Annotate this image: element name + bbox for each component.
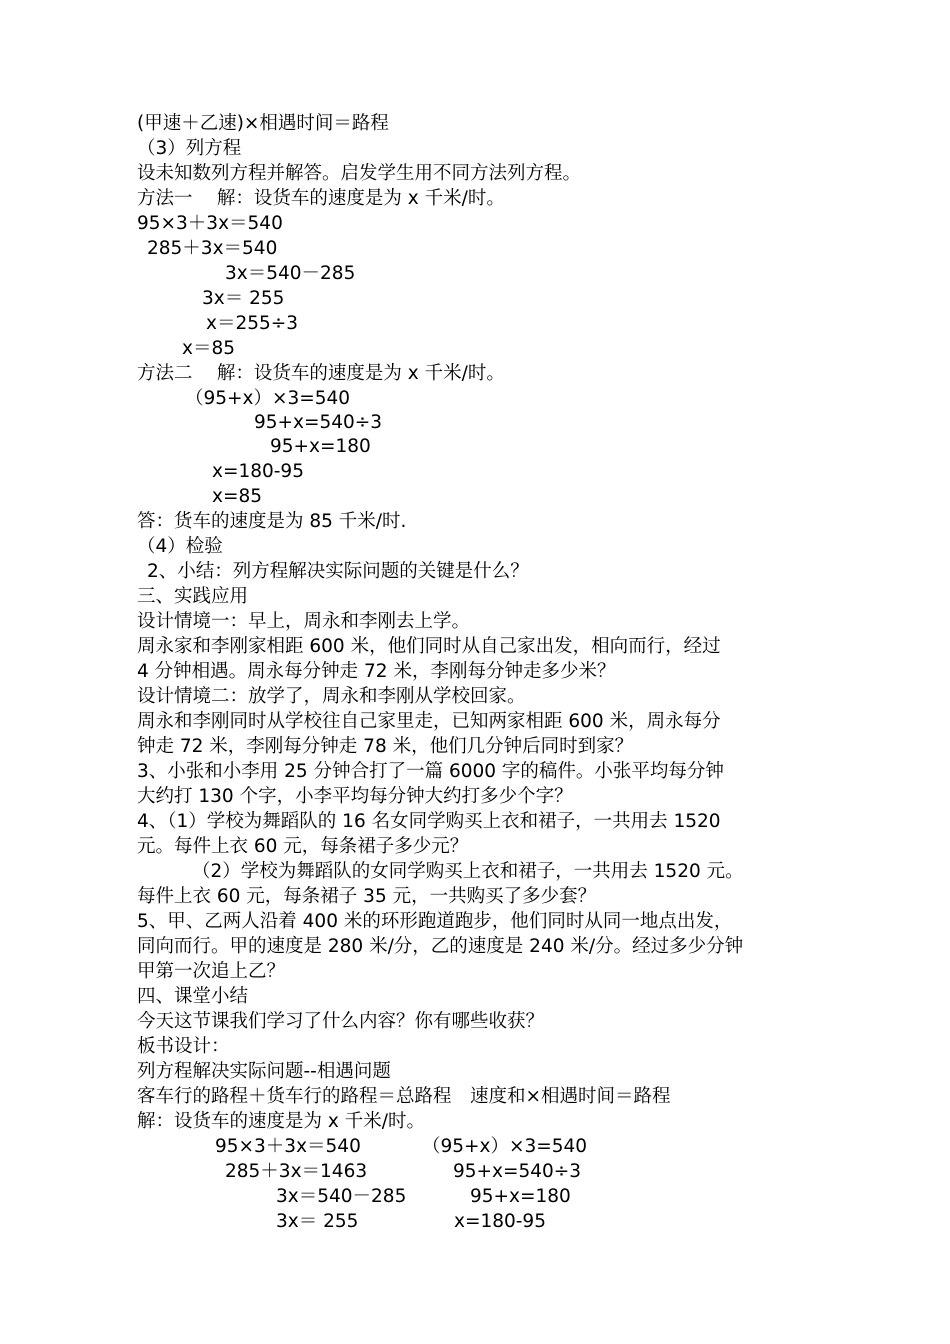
text-line: 周永家和李刚家相距 600 米，他们同时从自己家出发，相向而行，经过 bbox=[137, 636, 721, 657]
equation-line: 3x＝540－285 bbox=[225, 263, 356, 284]
equation-line: （95+x）×3=540 bbox=[422, 1136, 588, 1157]
equation-line: 95+x=540÷3 bbox=[254, 412, 383, 433]
text-line: 客车行的路程＋货车行的路程＝总路程 速度和×相遇时间＝路程 bbox=[137, 1086, 671, 1107]
section-heading: 四、课堂小结 bbox=[137, 986, 249, 1007]
equation-line: 95×3＋3x＝540 bbox=[137, 213, 283, 234]
equation-line: 95+x=180 bbox=[270, 436, 371, 457]
method-heading: 方法二 解：设货车的速度是为 x 千米/时。 bbox=[137, 363, 505, 384]
text-line: 钟走 72 米，李刚每分钟走 78 米，他们几分钟后同时到家？ bbox=[137, 736, 634, 757]
text-line: 板书设计： bbox=[137, 1036, 230, 1057]
text-line: 5、甲、乙两人沿着 400 米的环形跑道跑步，他们同时从同一地点出发， bbox=[137, 911, 733, 932]
text-line: 甲第一次追上乙？ bbox=[137, 961, 286, 982]
equation-line: （95+x）×3=540 bbox=[185, 388, 351, 409]
text-line: 解：设货车的速度是为 x 千米/时。 bbox=[137, 1111, 425, 1132]
equation-line: 285＋3x＝540 bbox=[147, 238, 278, 259]
text-line: 大约打 130 个字，小李平均每分钟大约打多少个字？ bbox=[137, 786, 573, 807]
text-line: （2）学校为舞蹈队的女同学购买上衣和裙子，一共用去 1520 元。 bbox=[192, 861, 744, 882]
answer-line: 答：货车的速度是为 85 千米/时. bbox=[137, 511, 407, 532]
text-line: 今天这节课我们学习了什么内容？你有哪些收获？ bbox=[137, 1011, 545, 1032]
section-heading: （4）检验 bbox=[137, 536, 223, 557]
equation-line: x=180-95 bbox=[212, 461, 304, 482]
text-line: 周永和李刚同时从学校往自己家里走，已知两家相距 600 米，周永每分 bbox=[137, 711, 721, 732]
equation-line: 3x＝540－285 bbox=[276, 1186, 407, 1207]
method-heading: 方法一 解：设货车的速度是为 x 千米/时。 bbox=[137, 188, 505, 209]
text-line: 4 分钟相遇。周永每分钟走 72 米，李刚每分钟走多少米？ bbox=[137, 661, 616, 682]
text-line: 同向而行。甲的速度是 280 米/分，乙的速度是 240 米/分。经过多少分钟 bbox=[137, 936, 744, 957]
text-line: 元。每件上衣 60 元，每条裙子多少元？ bbox=[137, 836, 469, 857]
text-line: (甲速＋乙速)×相遇时间＝路程 bbox=[137, 113, 389, 134]
equation-line: x＝255÷3 bbox=[206, 313, 299, 334]
text-line: 设未知数列方程并解答。启发学生用不同方法列方程。 bbox=[137, 163, 582, 184]
section-heading: （3）列方程 bbox=[137, 138, 242, 159]
text-line: 3、小张和小李用 25 分钟合打了一篇 6000 字的稿件。小张平均每分钟 bbox=[137, 761, 724, 782]
equation-line: x＝85 bbox=[182, 338, 235, 359]
text-line: 列方程解决实际问题--相遇问题 bbox=[137, 1061, 391, 1082]
section-heading: 三、实践应用 bbox=[137, 586, 249, 607]
text-line: 每件上衣 60 元，每条裙子 35 元，一共购买了多少套？ bbox=[137, 886, 597, 907]
equation-line: 95+x=180 bbox=[470, 1186, 571, 1207]
equation-line: x=85 bbox=[212, 486, 262, 507]
text-line: 2、小结：列方程解决实际问题的关键是什么？ bbox=[147, 561, 529, 582]
equation-line: x=180-95 bbox=[454, 1211, 546, 1232]
equation-line: 95+x=540÷3 bbox=[453, 1161, 582, 1182]
equation-line: 3x＝ 255 bbox=[202, 288, 285, 309]
equation-line: 3x＝ 255 bbox=[276, 1211, 359, 1232]
text-line: 4、（1）学校为舞蹈队的 16 名女同学购买上衣和裙子，一共用去 1520 bbox=[137, 811, 721, 832]
equation-line: 95×3＋3x＝540 bbox=[215, 1136, 361, 1157]
text-line: 设计情境一：早上，周永和李刚去上学。 bbox=[137, 611, 471, 632]
text-line: 设计情境二：放学了，周永和李刚从学校回家。 bbox=[137, 686, 526, 707]
equation-line: 285＋3x＝1463 bbox=[225, 1161, 368, 1182]
